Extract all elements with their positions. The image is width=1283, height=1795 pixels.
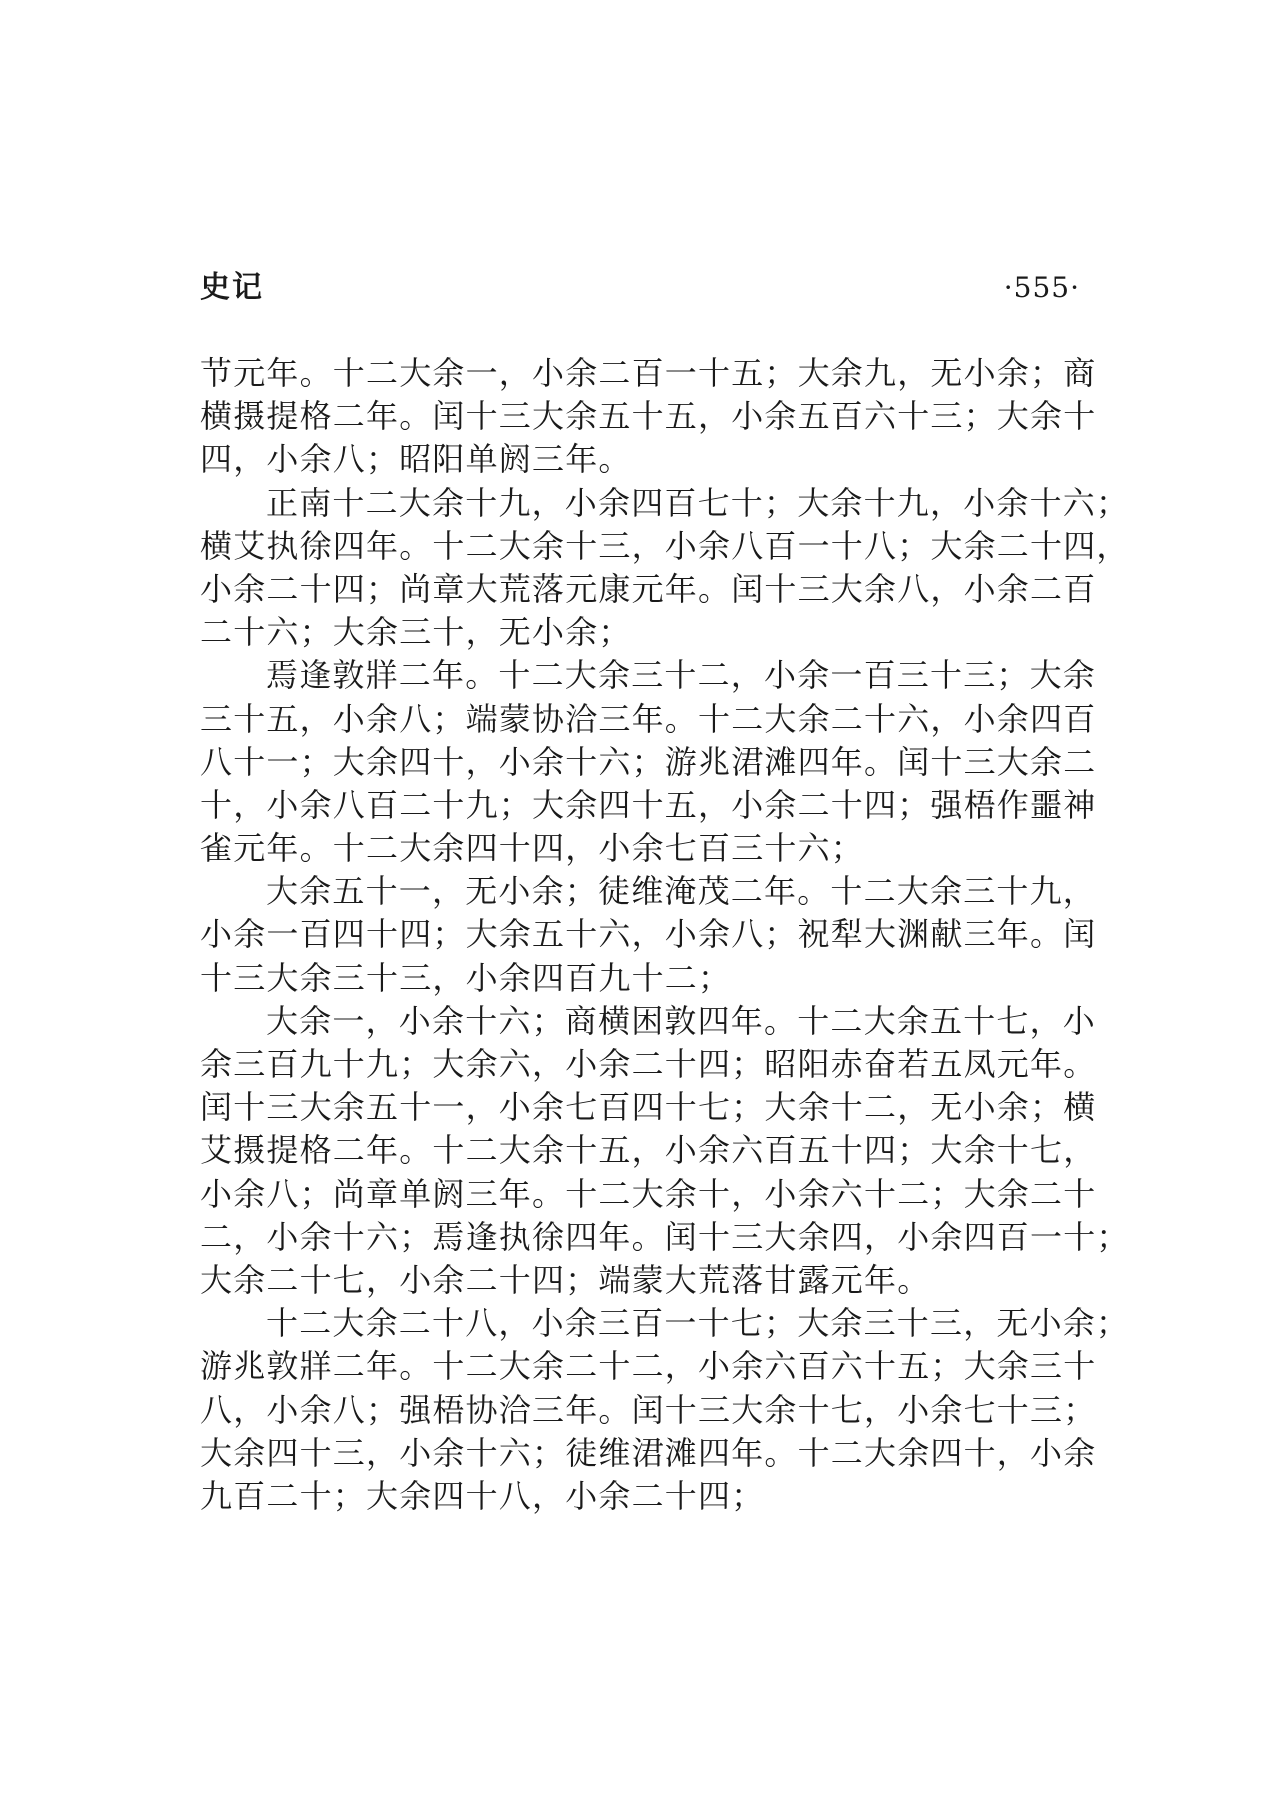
text-line: 小余二十四；尚章大荒落元康元年。闰十三大余八，小余二百 xyxy=(200,569,1097,608)
text-line: 八，小余八；强梧协洽三年。闰十三大余十七，小余七十三； xyxy=(200,1390,1097,1429)
text-line: 大余二十七，小余二十四；端蒙大荒落甘露元年。 xyxy=(200,1260,931,1299)
text-line: 游兆敦牂二年。十二大余二十二，小余六百六十五；大余三十 xyxy=(200,1347,1097,1386)
text-line: 节元年。十二大余一，小余二百一十五；大余九，无小余；商 xyxy=(200,354,1097,392)
text-line: 横摄提格二年。闰十三大余五十五，小余五百六十三；大余十 xyxy=(200,397,1097,436)
text-line: 十三大余三十三，小余四百九十二； xyxy=(200,958,732,997)
text-line: 二，小余十六；焉逢执徐四年。闰十三大余四，小余四百一十； xyxy=(200,1217,1130,1256)
text-line: 大余五十一，无小余；徒维淹茂二年。十二大余三十九， xyxy=(266,872,1097,911)
book-title: 史记 xyxy=(200,270,264,305)
text-line: 小余八；尚章单阏三年。十二大余十，小余六十二；大余二十 xyxy=(200,1174,1097,1213)
page-header xyxy=(200,268,1080,308)
body-text xyxy=(200,352,1130,1518)
text-line: 艾摄提格二年。十二大余十五，小余六百五十四；大余十七， xyxy=(200,1131,1097,1170)
text-line: 四，小余八；昭阳单阏三年。 xyxy=(200,440,632,479)
text-line: 大余一，小余十六；商横困敦四年。十二大余五十七，小 xyxy=(266,1001,1097,1040)
text-line: 九百二十；大余四十八，小余二十四； xyxy=(200,1476,765,1515)
text-line: 余三百九十九；大余六，小余二十四；昭阳赤奋若五凤元年。 xyxy=(200,1045,1097,1083)
text-line: 大余四十三，小余十六；徒维涒滩四年。十二大余四十，小余 xyxy=(200,1433,1097,1472)
text-line: 二十六；大余三十，无小余； xyxy=(200,613,632,652)
text-line: 八十一；大余四十，小余十六；游兆涒滩四年。闰十三大余二 xyxy=(200,742,1097,781)
text-line: 十二大余二十八，小余三百一十七；大余三十三，无小余； xyxy=(266,1304,1130,1343)
text-line: 闰十三大余五十一，小余七百四十七；大余十二，无小余；横 xyxy=(200,1088,1097,1127)
text-line: 横艾执徐四年。十二大余十三，小余八百一十八；大余二十四， xyxy=(200,526,1130,565)
text-line: 正南十二大余十九，小余四百七十；大余十九，小余十六； xyxy=(266,483,1130,522)
text-line: 十，小余八百二十九；大余四十五，小余二十四；强梧作噩神 xyxy=(200,785,1097,824)
text-line: 焉逢敦牂二年。十二大余三十二，小余一百三十三；大余 xyxy=(266,656,1097,695)
text-line: 小余一百四十四；大余五十六，小余八；祝犁大渊献三年。闰 xyxy=(200,915,1097,954)
page-number: ·555· xyxy=(1003,271,1080,304)
text-line: 雀元年。十二大余四十四，小余七百三十六； xyxy=(200,829,865,868)
text-line: 三十五，小余八；端蒙协洽三年。十二大余二十六，小余四百 xyxy=(200,699,1097,738)
